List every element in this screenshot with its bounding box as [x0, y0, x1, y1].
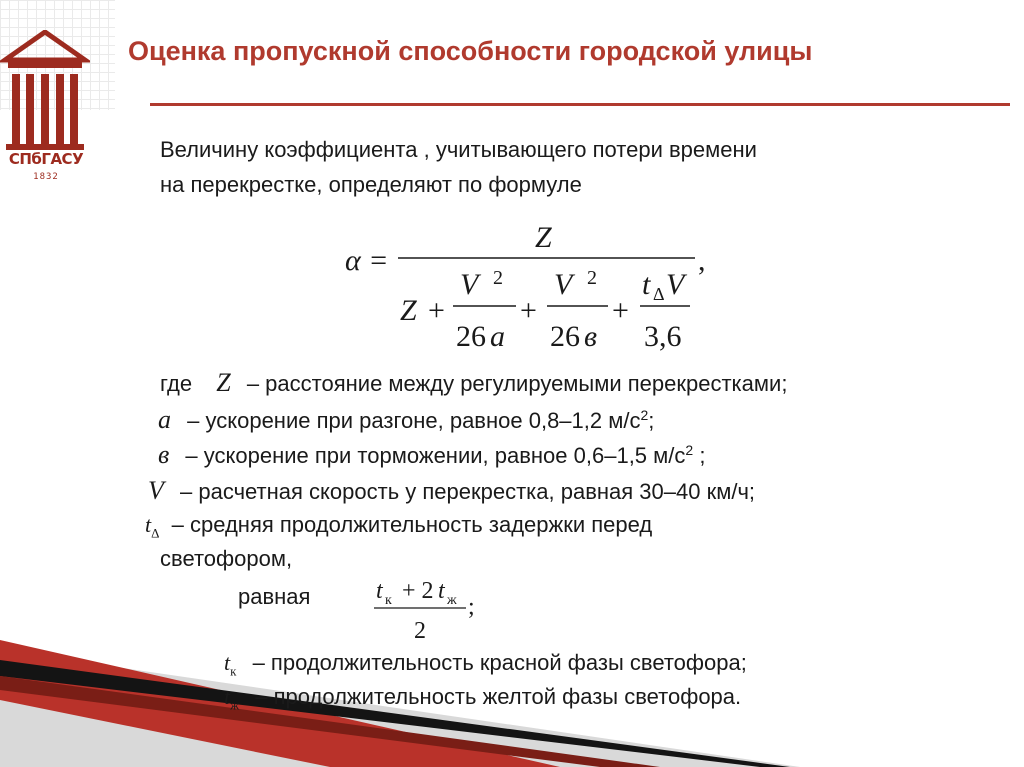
frac1-v: V	[460, 268, 479, 301]
frac3-v: V	[666, 268, 685, 301]
tk-description: – продолжительность красной фазы светофора;	[252, 650, 747, 675]
z-description: – расстояние между регулируемыми перекрестками;	[246, 371, 788, 396]
delay-mid: + 2	[402, 578, 434, 604]
b-symbol: в	[158, 440, 170, 469]
delay-s2: ж	[447, 593, 457, 608]
alpha-formula	[340, 212, 740, 362]
a-description: – ускорение при разгоне, равное 0,8–1,2 м/с	[187, 408, 641, 433]
b-description: – ускорение при торможении, равное 0,6–1,5 м/с	[185, 443, 686, 468]
delay-end: ;	[468, 594, 475, 620]
t-delta-subscript: Δ	[151, 525, 160, 541]
frac2-exp: 2	[587, 267, 597, 289]
where-label: где	[160, 371, 193, 396]
b-exponent: 2	[685, 442, 694, 458]
definition-v	[148, 476, 755, 506]
definition-tk	[224, 650, 747, 679]
definition-t-delta	[145, 512, 652, 541]
intro-line-2: на перекрестке, определяют по формуле	[160, 172, 582, 197]
frac2-v: V	[554, 268, 573, 301]
a-end: ;	[648, 408, 655, 433]
frac1-den: 26	[456, 320, 486, 353]
definition-tz	[224, 684, 741, 713]
frac2-den: 26	[550, 320, 580, 353]
formula-numerator: Z	[535, 221, 552, 254]
intro-line-1: Величину коэффициента , учитывающего потери времени	[160, 137, 757, 162]
z-symbol: Z	[216, 368, 231, 397]
tz-subscript: ж	[230, 697, 240, 713]
frac2-b: в	[584, 320, 598, 353]
frac1-exp: 2	[493, 267, 503, 289]
delay-t2: t	[438, 578, 445, 604]
definition-t-delta-cont	[160, 546, 292, 572]
plus-2: +	[520, 294, 537, 327]
definition-z	[160, 368, 787, 398]
t-delta-description-cont: светофором,	[160, 546, 293, 571]
v-description: – расчетная скорость у перекрестка, равная 30–40 км/ч;	[180, 479, 756, 504]
t-delta-symbol: t	[145, 512, 152, 537]
delay-t1: t	[376, 578, 383, 604]
denom-z: Z	[400, 294, 417, 327]
logo-year: 1832	[33, 172, 59, 182]
frac1-a: a	[490, 320, 505, 353]
a-exponent: 2	[640, 407, 649, 423]
t-delta-description: – средняя продолжительность задержки перед	[171, 512, 653, 537]
tk-subscript: к	[230, 663, 237, 679]
tz-description: – продолжительность желтой фазы светофора.	[255, 684, 742, 709]
frac3-delta: Δ	[653, 284, 665, 304]
a-symbol: a	[158, 405, 171, 434]
page-title: Оценка пропускной способности городской улицы	[128, 36, 813, 66]
delay-s1: к	[385, 593, 392, 608]
plus-1: +	[428, 294, 445, 327]
definition-a	[158, 405, 654, 435]
tk-symbol: t	[224, 650, 231, 675]
frac3-den: 3,6	[644, 320, 682, 353]
frac3-t: t	[642, 268, 651, 301]
v-symbol: V	[148, 476, 164, 505]
delay-formula	[372, 574, 492, 646]
formula-lhs: α =	[345, 244, 389, 277]
equal-label: равная	[238, 584, 311, 609]
title-underline	[150, 103, 1010, 106]
logo-name: СПбГАСУ	[8, 150, 84, 168]
definition-b	[158, 440, 705, 470]
delay-den: 2	[414, 618, 426, 644]
tz-symbol: t	[224, 684, 231, 709]
formula-comma: ,	[698, 244, 706, 277]
intro-paragraph	[160, 132, 980, 202]
b-end: ;	[693, 443, 706, 468]
plus-3: +	[612, 294, 629, 327]
